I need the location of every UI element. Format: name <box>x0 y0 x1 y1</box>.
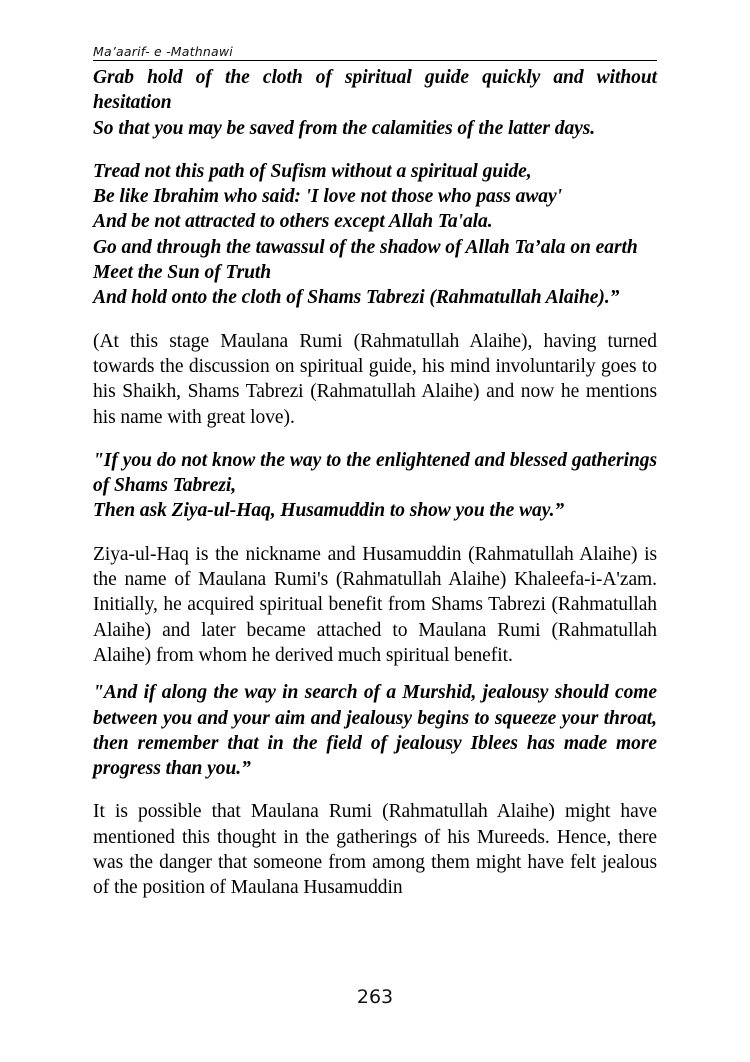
verse-line: Then ask Ziya-ul-Haq, Husamuddin to show you the way.” <box>93 500 565 522</box>
verse-line: "And if along the way in search of a Murshid, jealousy should come between you and your aim and jealousy begins to squeeze your throat, then remember that in the field of jealousy Iblees has made more progress than you.” <box>93 682 657 780</box>
verse-line: Be like Ibrahim who said: 'I love not those who pass away' <box>93 186 562 208</box>
verse-line: And hold onto the cloth of Shams Tabrezi (Rahmatullah Alaihe).” <box>93 287 620 309</box>
verse-line: Grab hold of the cloth of spiritual guide quickly and without hesitation <box>93 67 657 114</box>
header-divider <box>93 60 657 61</box>
prose-ziya-ul-haq: Ziya-ul-Haq is the nickname and Husamuddin (Rahmatullah Alaihe) is the name of Maulana Rumi's (Rahmatullah Alaihe) Khaleefa-i-A'zam. Initially, he acquired spiritual benefit from Shams Tabrezi (Rahmatullah Alaihe) and later became attached to Maulana Rumi (Rahmatullah Alaihe) from whom he derived much spiritual benefit. <box>93 543 657 666</box>
verse-line: And be not attracted to others except Allah Ta'ala. <box>93 211 493 233</box>
verse-line: Go and through the tawassul of the shadow of Allah Ta’ala on earth <box>93 236 638 258</box>
prose-at-this-stage: (At this stage Maulana Rumi (Rahmatullah Alaihe), having turned towards the discussion on spiritual guide, his mind involuntarily goes to his Shaikh, Shams Tabrezi (Rahmatullah Alaihe) and now he mentions his name with great love). <box>93 330 657 428</box>
verse-gatherings-of-shams <box>93 448 657 524</box>
verse-path-of-sufism <box>93 159 657 311</box>
verse-line: So that you may be saved from the calamities of the latter days. <box>93 117 596 139</box>
running-header: Ma’aarif- e -Mathnawi <box>93 44 233 59</box>
verse-line: "If you do not know the way to the enlightened and blessed gatherings of Shams Tabrezi, <box>93 449 657 497</box>
prose-it-is-possible: It is possible that Maulana Rumi (Rahmatullah Alaihe) might have mentioned this thought in the gatherings of his Mureeds. Hence, there was the danger that someone from among them might have felt jealous of the position of Maulana Husamuddin <box>93 801 657 899</box>
verse-cloth-of-guide <box>93 65 657 141</box>
verse-jealousy-iblees <box>93 680 657 781</box>
page-number: 263 <box>356 986 394 1008</box>
page-content <box>93 44 657 901</box>
verse-line: Meet the Sun of Truth <box>93 262 272 284</box>
verse-line: Tread not this path of Sufism without a spiritual guide, <box>93 160 532 182</box>
body-text <box>93 65 657 901</box>
